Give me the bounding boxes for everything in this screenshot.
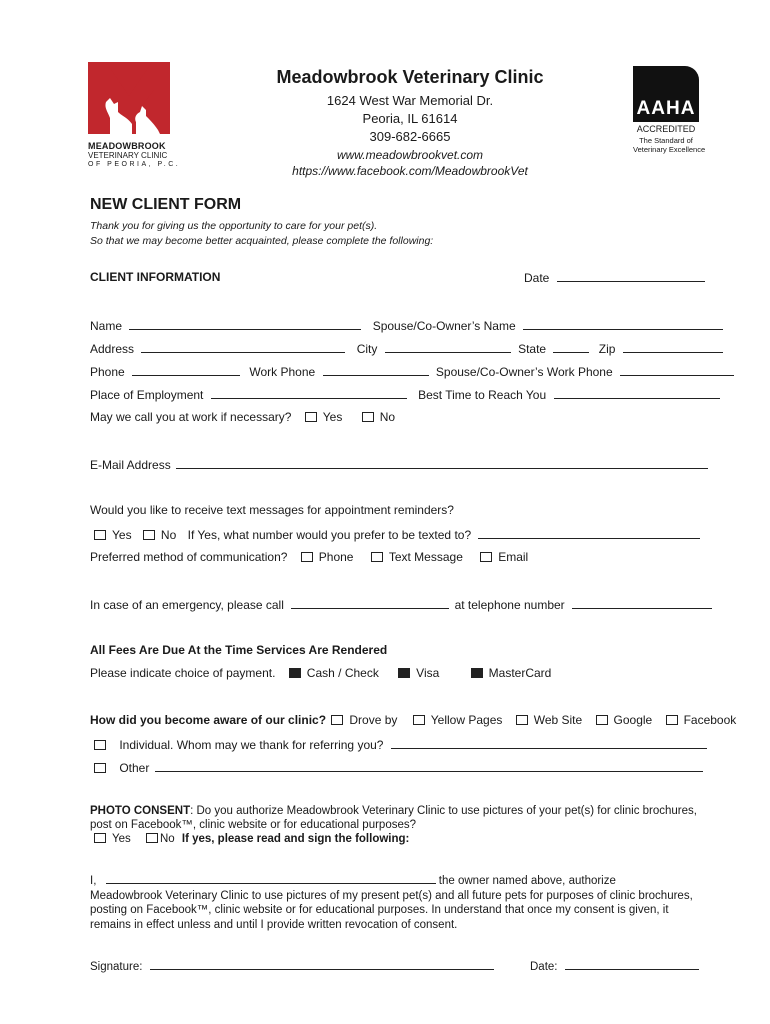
other-row — [94, 760, 703, 775]
clinic-phone: 309-682-6665 — [369, 129, 451, 144]
spouse-name-label: Spouse/Co-Owner’s Name — [372, 319, 516, 333]
logo-line2: VETERINARY CLINIC — [88, 151, 168, 160]
pref-method-label: Preferred method of communication? — [90, 550, 288, 564]
call-at-work-row — [90, 410, 395, 424]
consent-date-label: Date: — [530, 961, 558, 973]
state-line[interactable] — [553, 341, 589, 353]
pref-text-checkbox[interactable] — [371, 552, 383, 562]
aaha-tagline1: The Standard of — [639, 136, 693, 145]
consent-line1 — [90, 804, 697, 818]
state-label: State — [518, 342, 547, 356]
consent-question — [90, 804, 697, 846]
text-number-label: If Yes, what number would you prefer to be texted to? — [187, 528, 472, 542]
employment-label: Place of Employment — [90, 388, 204, 402]
pref-method-row — [90, 550, 528, 564]
individual-label: Individual. Whom may we thank for referring you? — [119, 738, 384, 752]
individual-checkbox[interactable] — [94, 740, 106, 750]
aware-drove-label: Drove by — [349, 713, 398, 727]
form-intro2: So that we may become better acquainted, please complete the following: — [90, 235, 434, 247]
call-work-no-label: No — [379, 410, 396, 424]
pref-phone-checkbox[interactable] — [301, 552, 313, 562]
consent-options — [94, 832, 697, 846]
consent-no-label: No — [159, 833, 175, 845]
consent-date-line[interactable] — [565, 958, 699, 970]
consent-i-label: I, — [90, 875, 97, 887]
consent-body2: posting on Facebook™, clinic website or for educational purposes. In understand that once my consent is given, it — [90, 904, 669, 916]
email-line[interactable] — [176, 457, 708, 469]
name-line[interactable] — [129, 318, 361, 330]
date-line[interactable] — [557, 270, 705, 282]
spouse-work-phone-label: Spouse/Co-Owner’s Work Phone — [435, 365, 613, 379]
consent-yes-checkbox[interactable] — [94, 833, 106, 843]
consent-body1: Meadowbrook Veterinary Clinic to use pictures of my present pet(s) and all future pets for purposes of clinic brochures, — [90, 889, 693, 902]
pay-cash-checkbox[interactable] — [289, 668, 301, 678]
aware-google-checkbox[interactable] — [596, 715, 608, 725]
city-label: City — [356, 342, 378, 356]
pay-cash-label: Cash / Check — [306, 666, 379, 680]
name-row — [90, 318, 723, 333]
zip-label: Zip — [598, 342, 616, 356]
address-row — [90, 341, 723, 356]
employment-row — [90, 387, 720, 402]
pay-visa-label: Visa — [416, 666, 440, 680]
text-no-label: No — [160, 528, 177, 542]
consent-question2: post on Facebook™, clinic website or for educational purposes? — [90, 819, 417, 831]
section-client-info: CLIENT INFORMATION — [90, 270, 221, 284]
text-yes-checkbox[interactable] — [94, 530, 106, 540]
clinic-address2: Peoria, IL 61614 — [362, 111, 458, 126]
aware-facebook-label: Facebook — [683, 713, 737, 727]
form-intro1: Thank you for giving us the opportunity to care for your pet(s). — [90, 220, 378, 232]
emergency-name-line[interactable] — [291, 597, 449, 609]
individual-row — [94, 737, 707, 752]
aware-web-checkbox[interactable] — [516, 715, 528, 725]
fees-heading: All Fees Are Due At the Time Services Are Rendered — [90, 643, 388, 657]
clinic-website: www.meadowbrookvet.com — [336, 148, 484, 162]
other-label: Other — [119, 761, 150, 775]
at-telephone-label: at telephone number — [454, 598, 565, 612]
consent-owner-named: the owner named above, authorize — [438, 875, 616, 887]
pref-text-label: Text Message — [388, 550, 463, 564]
phone-line[interactable] — [132, 364, 240, 376]
signature-row — [90, 958, 494, 974]
payment-row — [90, 666, 551, 680]
aaha-accredited: ACCREDITED — [636, 124, 696, 134]
spouse-name-line[interactable] — [523, 318, 723, 330]
payment-label: Please indicate choice of payment. — [90, 666, 276, 680]
pref-phone-label: Phone — [318, 550, 354, 564]
name-label: Name — [90, 319, 123, 333]
aware-google-label: Google — [613, 713, 653, 727]
call-work-yes-checkbox[interactable] — [305, 412, 317, 422]
other-line[interactable] — [155, 760, 703, 772]
best-time-label: Best Time to Reach You — [418, 388, 547, 402]
pref-email-checkbox[interactable] — [480, 552, 492, 562]
clinic-address1: 1624 West War Memorial Dr. — [326, 93, 494, 108]
date-label: Date — [524, 271, 550, 285]
aaha-title: AAHA — [636, 98, 696, 119]
aaha-tagline2: Veterinary Excellence — [633, 145, 706, 154]
pay-mc-label: MasterCard — [488, 666, 552, 680]
work-phone-line[interactable] — [323, 364, 429, 376]
text-options-row — [94, 527, 700, 542]
form-title: NEW CLIENT FORM — [90, 196, 242, 213]
signature-label: Signature: — [90, 961, 143, 973]
email-row — [90, 457, 708, 472]
call-work-no-checkbox[interactable] — [362, 412, 374, 422]
consent-owner-row — [90, 872, 693, 889]
consent-yes-label: Yes — [112, 833, 131, 845]
aware-drove-checkbox[interactable] — [331, 715, 343, 725]
address-label: Address — [90, 342, 135, 356]
consent-owner-line[interactable] — [106, 872, 436, 884]
aware-row — [90, 713, 736, 727]
consent-no-checkbox[interactable] — [146, 833, 158, 843]
date-field[interactable] — [524, 270, 705, 285]
individual-line[interactable] — [391, 737, 707, 749]
consent-label: PHOTO CONSENT — [90, 805, 191, 817]
aware-facebook-checkbox[interactable] — [666, 715, 678, 725]
logo-line1: MEADOWBROOK — [88, 141, 166, 151]
consent-body3: remains in effect unless and until I provide written revocation of consent. — [90, 918, 458, 931]
call-work-yes-label: Yes — [322, 410, 343, 424]
emergency-phone-line[interactable] — [572, 597, 712, 609]
aware-web-label: Web Site — [533, 713, 583, 727]
spouse-work-phone-line[interactable] — [620, 364, 734, 376]
other-checkbox[interactable] — [94, 763, 106, 773]
call-at-work-label: May we call you at work if necessary? — [90, 410, 292, 424]
text-question: Would you like to receive text messages for appointment reminders? — [90, 503, 454, 517]
aaha-badge — [633, 66, 706, 162]
signature-line[interactable] — [150, 958, 494, 970]
aware-yellow-label: Yellow Pages — [430, 713, 503, 727]
text-no-checkbox[interactable] — [143, 530, 155, 540]
aaha-mark — [633, 66, 699, 122]
text-yes-label: Yes — [112, 528, 132, 542]
aware-question: How did you become aware of our clinic? — [90, 713, 327, 727]
emergency-row — [90, 597, 712, 612]
consent-date-row — [530, 958, 699, 974]
work-phone-label: Work Phone — [249, 365, 316, 379]
pay-mc-checkbox[interactable] — [471, 668, 483, 678]
best-time-line[interactable] — [554, 387, 720, 399]
consent-if-yes: If yes, please read and sign the following: — [181, 833, 410, 845]
clinic-name: Meadowbrook Veterinary Clinic — [276, 67, 544, 87]
consent-question1: : Do you authorize Meadowbrook Veterinary Clinic to use pictures of your pet(s) for clinic brochures, — [190, 805, 697, 817]
text-number-line[interactable] — [478, 527, 700, 539]
clinic-facebook: https://www.facebook.com/MeadowbrookVet — [292, 164, 528, 178]
city-line[interactable] — [385, 341, 511, 353]
email-label: E-Mail Address — [90, 458, 171, 472]
logo-line3: OF PEORIA, P.C. — [88, 161, 181, 168]
pay-visa-checkbox[interactable] — [398, 668, 410, 678]
emergency-label: In case of an emergency, please call — [90, 598, 284, 612]
pref-email-label: Email — [498, 550, 529, 564]
phone-row — [90, 364, 734, 379]
address-line[interactable] — [141, 341, 345, 353]
zip-line[interactable] — [623, 341, 723, 353]
aware-yellow-checkbox[interactable] — [413, 715, 425, 725]
consent-body — [90, 872, 693, 932]
phone-label: Phone — [90, 365, 125, 379]
employment-line[interactable] — [211, 387, 407, 399]
